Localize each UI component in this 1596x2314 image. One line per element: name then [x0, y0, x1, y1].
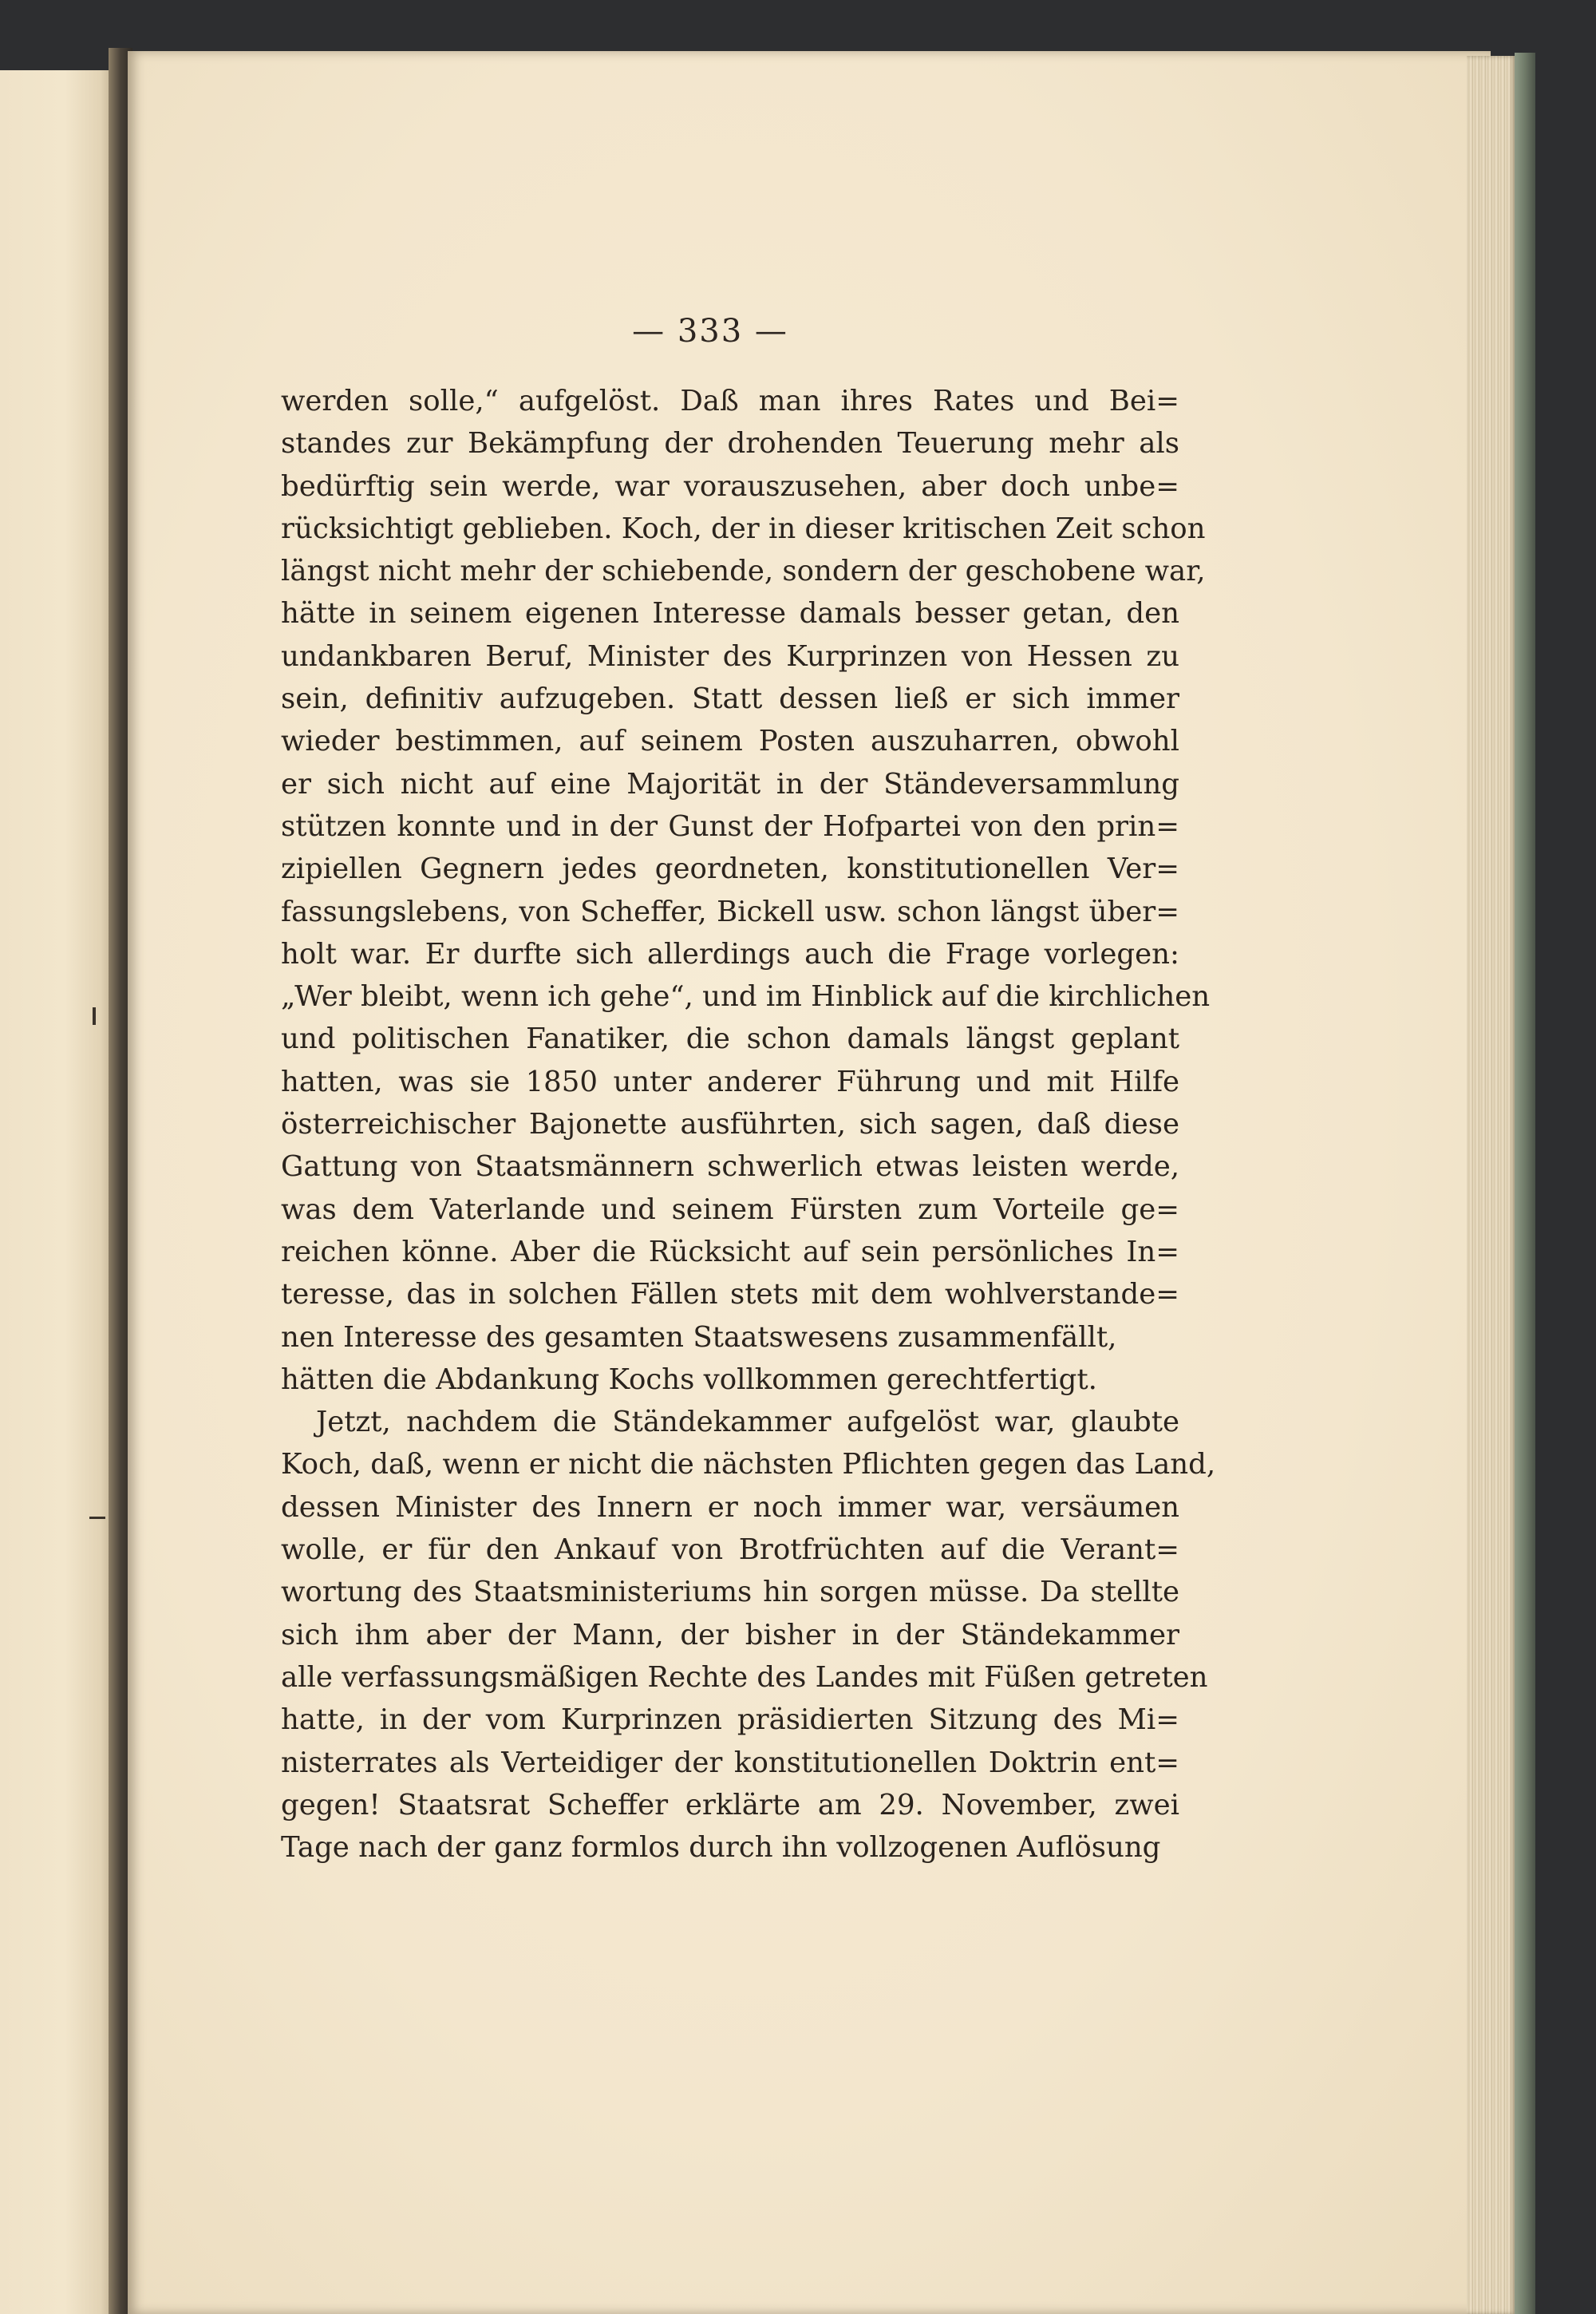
text-line: Gattung von Staatsmännern schwerlich etwas leisten werde,: [281, 1150, 1179, 1184]
text-line: holt war. Er durfte sich allerdings auch die Frage vorlegen:: [281, 937, 1179, 971]
previous-page-edge: [0, 70, 118, 2314]
text-line: österreichischer Bajonette ausführten, sich sagen, daß diese: [281, 1108, 1179, 1141]
text-line: alle verfassungsmäßigen Rechte des Landes mit Füßen getreten: [281, 1660, 1208, 1694]
text-line: Koch, daß, wenn er nicht die nächsten Pflichten gegen das Land,: [281, 1448, 1216, 1481]
text-line: wieder bestimmen, auf seinem Posten auszuharren, obwohl: [281, 725, 1179, 758]
margin-mark: [93, 1007, 96, 1025]
page-number: — 333 —: [632, 313, 788, 350]
text-line: hatten, was sie 1850 unter anderer Führung und mit Hilfe: [281, 1065, 1179, 1098]
text-line: längst nicht mehr der schiebende, sondern der geschobene war,: [281, 555, 1206, 588]
text-line: teresse, das in solchen Fällen stets mit dem wohlverstande=: [281, 1278, 1179, 1311]
body-text: [281, 380, 1216, 1869]
text-line: bedürftig sein werde, war vorauszusehen, aber doch unbe=: [281, 469, 1179, 503]
text-line: rücksichtigt geblieben. Koch, der in dieser kritischen Zeit schon: [281, 512, 1206, 545]
text-line: standes zur Bekämpfung der drohenden Teuerung mehr als: [281, 427, 1179, 461]
text-line: Jetzt, nachdem die Ständekammer aufgelöst war, glaubte: [316, 1406, 1179, 1439]
text-line: sich ihm aber der Mann, der bisher in der Ständekammer: [281, 1618, 1179, 1651]
text-line: „Wer bleibt, wenn ich gehe“, und im Hinblick auf die kirchlichen: [281, 980, 1211, 1014]
text-line: zipiellen Gegnern jedes geordneten, konstitutionellen Ver=: [281, 852, 1179, 886]
text-line: dessen Minister des Innern er noch immer war, versäumen: [281, 1490, 1179, 1524]
text-line: hatte, in der vom Kurprinzen präsidierten Sitzung des Mi=: [281, 1703, 1179, 1737]
text-line: hätten die Abdankung Kochs vollkommen gerechtfertigt.: [281, 1363, 1097, 1396]
book-cover-edge: [1515, 53, 1535, 2314]
text-line: nen Interesse des gesamten Staatswesens zusammenfällt,: [281, 1320, 1117, 1354]
text-line: fassungslebens, von Scheffer, Bickell usw. schon längst über=: [281, 895, 1179, 928]
text-line: gegen! Staatsrat Scheffer erklärte am 29. November, zwei: [281, 1788, 1179, 1822]
text-line: werden solle,“ aufgelöst. Daß man ihres Rates und Bei=: [281, 385, 1179, 417]
text-line: nisterrates als Verteidiger der konstitutionellen Doktrin ent=: [281, 1746, 1179, 1779]
text-line: wortung des Staatsministeriums hin sorgen müsse. Da stellte: [281, 1576, 1179, 1609]
text-line: und politischen Fanatiker, die schon damals längst geplant: [281, 1023, 1179, 1056]
margin-mark: [89, 1517, 105, 1519]
text-line: er sich nicht auf eine Majorität in der Ständeversammlung: [281, 767, 1179, 801]
text-line: was dem Vaterlande und seinem Fürsten zum Vorteile ge=: [281, 1193, 1179, 1226]
text-line: reichen könne. Aber die Rücksicht auf sein persönliches In=: [281, 1235, 1179, 1268]
text-line: wolle, er für den Ankauf von Brotfrüchten auf die Verant=: [281, 1533, 1179, 1567]
text-line: undankbaren Beruf, Minister des Kurprinzen von Hessen zu: [281, 639, 1179, 673]
text-line: Tage nach der ganz formlos durch ihn vollzogenen Auflösung: [281, 1831, 1161, 1865]
text-line: hätte in seinem eigenen Interesse damals besser getan, den: [281, 597, 1179, 631]
page-stack-edge: [1467, 56, 1516, 2314]
text-line: sein, definitiv aufzugeben. Statt dessen ließ er sich immer: [281, 682, 1179, 716]
text-line: stützen konnte und in der Gunst der Hofpartei von den prin=: [281, 809, 1179, 843]
